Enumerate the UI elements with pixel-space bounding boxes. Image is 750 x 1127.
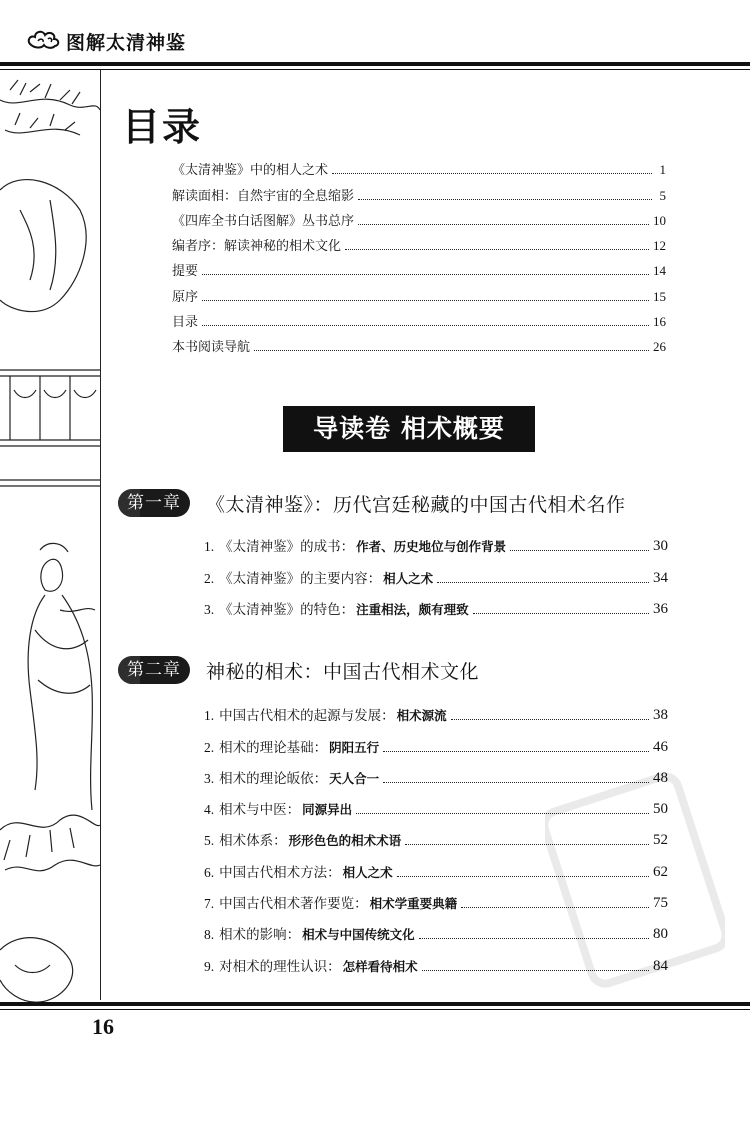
- toc-entry[interactable]: [204, 555, 668, 586]
- book-title-header: 图解太清神鉴: [66, 32, 187, 54]
- entry-page: 10: [653, 212, 666, 228]
- entry-page: 34: [653, 569, 668, 586]
- entry-title: 相术与中医：: [219, 802, 301, 819]
- section-banner: 导读卷 相术概要: [283, 406, 535, 452]
- entry-number: 4.: [204, 802, 215, 818]
- toc-entry[interactable]: [172, 330, 666, 355]
- entry-title: 中国古代相术方法：: [219, 864, 341, 881]
- entry-subtitle: 阴阳五行: [329, 739, 380, 755]
- entry-number: 3.: [204, 601, 215, 617]
- toc-entry[interactable]: [172, 305, 666, 330]
- entry-title: 相术体系：: [219, 833, 287, 850]
- header-rule: [0, 62, 750, 66]
- entry-page: 5: [659, 187, 666, 203]
- entry-subtitle: 相术学重要典籍: [369, 896, 458, 912]
- chapter-badge: 第二章: [118, 656, 190, 684]
- entry-page: 1: [659, 162, 666, 178]
- entry-title: 中国古代相术的起源与发展：: [219, 708, 395, 725]
- leader-dots: [358, 223, 649, 225]
- toc-entry[interactable]: [204, 724, 668, 755]
- toc-entry[interactable]: [172, 254, 666, 279]
- entry-number: 2.: [204, 739, 215, 755]
- page-title: 目录: [122, 105, 203, 149]
- entry-page: 84: [653, 957, 668, 974]
- toc-entry[interactable]: [204, 524, 668, 555]
- entry-page: 38: [653, 707, 668, 724]
- entry-title: 本书阅读导航: [172, 340, 251, 356]
- entry-number: 6.: [204, 864, 215, 880]
- entry-page: 16: [653, 314, 666, 330]
- entry-title: 原序: [172, 289, 199, 305]
- entry-subtitle: 相术与中国传统文化: [302, 927, 415, 943]
- entry-title: 对相术的理性认识：: [219, 958, 341, 975]
- toc-entry[interactable]: [172, 229, 666, 254]
- entry-title: 相术的影响：: [219, 927, 301, 944]
- entry-title: 中国古代相术著作要览：: [219, 896, 368, 913]
- cloud-ornament-icon: [26, 26, 62, 52]
- entry-page: 30: [653, 538, 668, 555]
- entry-title: 相术的理论基础：: [219, 739, 328, 756]
- leader-dots: [383, 750, 649, 752]
- entry-number: 1.: [204, 708, 215, 724]
- entry-page: 36: [653, 600, 668, 617]
- entry-title: 《太清神鉴》的主要内容：: [219, 570, 382, 587]
- entry-number: 9.: [204, 958, 215, 974]
- watermark-seal: [545, 770, 725, 990]
- entry-page: 14: [653, 263, 666, 279]
- leader-dots: [473, 612, 649, 614]
- entry-page: 46: [653, 738, 668, 755]
- entry-title: 《太清神鉴》中的相人之术: [172, 163, 329, 179]
- header-rule-thin: [0, 69, 750, 70]
- toc-entry[interactable]: [204, 693, 668, 724]
- entry-subtitle: 怎样看待相术: [342, 958, 418, 974]
- entry-page: 48: [653, 769, 668, 786]
- entry-title: 《四库全书白话图解》丛书总序: [172, 213, 355, 229]
- entry-page: 15: [653, 288, 666, 304]
- entry-subtitle: 相人之术: [342, 864, 393, 880]
- entry-page: 80: [653, 926, 668, 943]
- entry-page: 62: [653, 863, 668, 880]
- entry-number: 2.: [204, 570, 215, 586]
- chapter-badge: 第一章: [118, 489, 190, 517]
- toc-entry[interactable]: [204, 587, 668, 618]
- toc-entry[interactable]: [172, 204, 666, 229]
- illustration-border: [100, 70, 101, 1000]
- leader-dots: [358, 198, 652, 200]
- chapter-1-entries: [204, 524, 668, 618]
- entry-title: 《太清神鉴》的特色：: [219, 601, 355, 618]
- entry-number: 5.: [204, 833, 215, 849]
- entry-title: 相术的理论皈依：: [219, 770, 328, 787]
- front-matter-list: [172, 153, 666, 355]
- entry-number: 7.: [204, 896, 215, 912]
- entry-number: 8.: [204, 927, 215, 943]
- entry-subtitle: 相人之术: [383, 570, 434, 586]
- entry-number: 1.: [204, 539, 215, 555]
- entry-subtitle: 形形色色的相术术语: [288, 833, 402, 849]
- entry-subtitle: 作者、历史地位与创作背景: [356, 539, 507, 555]
- entry-number: 3.: [204, 770, 215, 786]
- page-number: 16: [92, 1014, 114, 1039]
- leader-dots: [202, 324, 649, 326]
- entry-subtitle: 相术源流: [396, 708, 447, 724]
- entry-page: 26: [653, 339, 666, 355]
- chapter-heading-1[interactable]: [118, 488, 626, 518]
- entry-title: 解读面相：自然宇宙的全息缩影: [172, 188, 355, 204]
- footer-rule-thin: [0, 1009, 750, 1010]
- leader-dots: [254, 349, 649, 351]
- entry-page: 75: [653, 895, 668, 912]
- toc-entry[interactable]: [172, 279, 666, 304]
- entry-title: 《太清神鉴》的成书：: [219, 539, 355, 556]
- entry-subtitle: 天人合一: [329, 770, 380, 786]
- footer-rule: [0, 1002, 750, 1006]
- entry-page: 52: [653, 832, 668, 849]
- entry-page: 12: [653, 238, 666, 254]
- leader-dots: [332, 172, 652, 174]
- leader-dots: [451, 718, 649, 720]
- entry-page: 50: [653, 801, 668, 818]
- toc-entry[interactable]: [172, 153, 666, 178]
- chapter-title: 神秘的相术：中国古代相术文化: [206, 660, 480, 683]
- entry-title: 目录: [172, 315, 199, 331]
- leader-dots: [437, 581, 649, 583]
- entry-subtitle: 注重相法，颇有理致: [356, 601, 469, 617]
- chapter-heading-2[interactable]: [118, 655, 479, 685]
- chapter-title: 《太清神鉴》：历代宫廷秘藏的中国古代相术名作: [206, 493, 626, 516]
- leader-dots: [202, 273, 649, 275]
- decorative-illustration: [0, 70, 110, 1005]
- entry-title: 提要: [172, 264, 199, 280]
- leader-dots: [510, 549, 649, 551]
- toc-entry[interactable]: [172, 178, 666, 203]
- leader-dots: [202, 299, 649, 301]
- entry-title: 编者序：解读神秘的相术文化: [172, 239, 342, 255]
- entry-subtitle: 同源异出: [302, 802, 353, 818]
- leader-dots: [345, 248, 649, 250]
